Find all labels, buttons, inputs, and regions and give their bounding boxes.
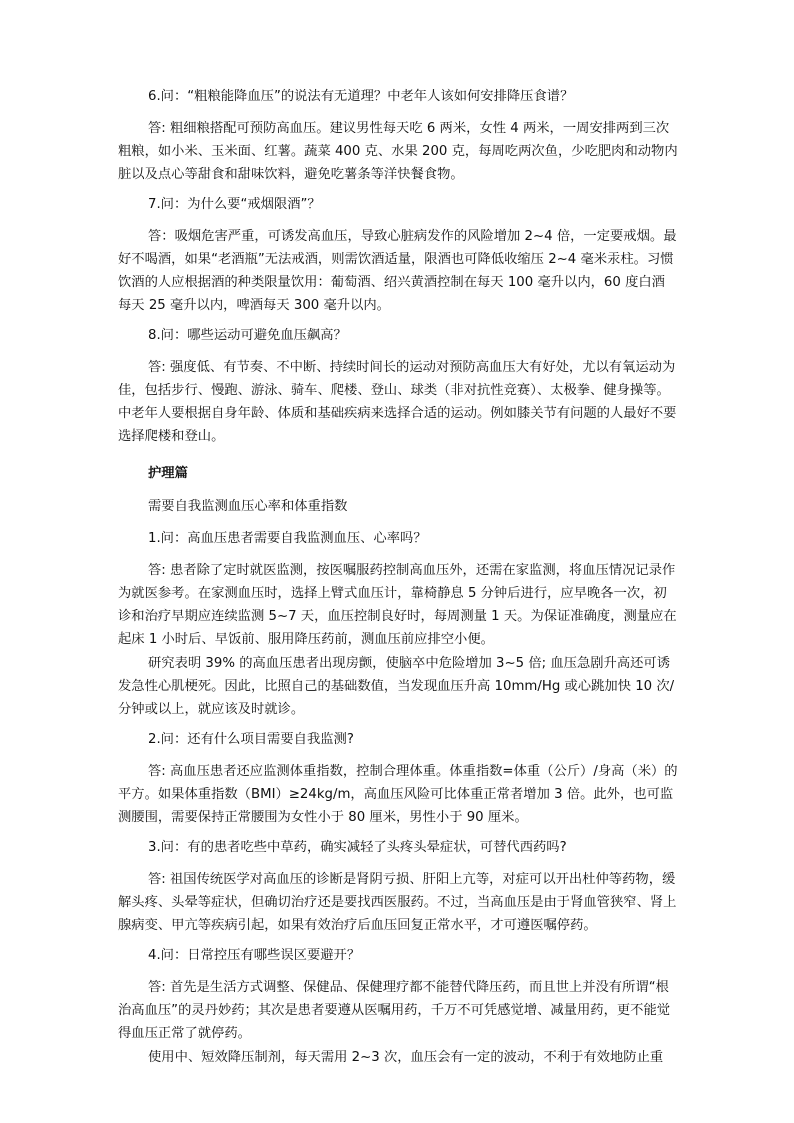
question-0: 6.问：“粗粮能降血压”的说法有无道理？中老年人该如何安排降压食谱？ [148, 89, 574, 104]
question-13: 3.问：有的患者吃些中草药，确实减轻了头疼头晕症状，可替代西药吗? [148, 840, 567, 855]
answer-paragraph-5: 答: 强度低、有节奏、不中断、持续时间长的运动对预防高血压大有好处，尤以有氧运动为佳，包括步行、慢跑、游泳、骑车、爬楼、登山、球类（非对抗性竞赛）、太极拳、健身操等。中老年人要根据自身年龄、体质和基础疾病来选择合适的运动。例如膝关节有问题的人最好不要选择爬楼和登山。 [118, 360, 677, 444]
answer-paragraph-17: 使用中、短效降压制剂，每天需用 2~3 次，血压会有一定的波动，不利于有效地防止重 [148, 1050, 664, 1065]
answer-paragraph-9: 答: 患者除了定时就医监测，按医嘱服药控制高血压外，还需在家监测，将血压情况记录作为就医参考。在家测血压时，选择上臂式血压计，靠椅静息 5 分钟后进行，应早晚各一次，初诊和治疗早期应连续监测 5~7 天，血压控制良好时，每周测量 1 天。为保证准确度，测量应在起床 1 小时后、早饭前、服用降压药前，测血压前应排空小便。 [118, 563, 677, 647]
question-8: 1.问：高血压患者需要自我监测血压、心率吗？ [148, 531, 427, 546]
answer-paragraph-1: 答: 粗细粮搭配可预防高血压。建议男性每天吃 6 两米，女性 4 两米，一周安排两到三次粗粮，如小米、玉米面、红薯。蔬菜 400 克、水果 200 克，每周吃两次鱼，少吃肥肉和动物内脏以及点心等甜食和甜味饮料，避免吃薯条等洋快餐食物。 [118, 121, 678, 182]
section-subtitle-7: 需要自我监测血压心率和体重指数 [148, 499, 348, 514]
question-11: 2.问：还有什么项目需要自我监测? [148, 732, 354, 747]
section-heading-6: 护理篇 [148, 466, 188, 481]
answer-paragraph-12: 答: 高血压患者还应监测体重指数，控制合理体重。体重指数=体重（公斤）/身高（米）的平方。如果体重指数（BMI）≥24kg/m，高血压风险可比体重正常者增加 3 倍。此外，也可监测腰围，需要保持正常腰围为女性小于 80 厘米，男性小于 90 厘米。 [118, 764, 678, 825]
document-body [118, 78, 678, 1070]
question-4: 8.问：哪些运动可避免血压飙高？ [148, 328, 347, 343]
answer-paragraph-16: 答: 首先是生活方式调整、保健品、保健理疗都不能替代降压药，而且世上并没有所谓“根治高血压”的灵丹妙药；其次是患者要遵从医嘱用药，千万不可凭感觉增、减量用药，更不能觉得血压正常了就停药。 [118, 980, 671, 1041]
answer-paragraph-14: 答: 祖国传统医学对高血压的诊断是肾阴亏损、肝阳上亢等，对症可以开出杜仲等药物，缓解头疼、头晕等症状，但确切治疗还是要找西医服药。不过，当高血压是由于肾血管狭窄、肾上腺病变、甲亢等疾病引起，如果有效治疗后血压回复正常水平，才可遵医嘱停药。 [118, 872, 677, 933]
question-2: 7.问：为什么要“戒烟限酒”？ [148, 197, 321, 212]
answer-paragraph-3: 答：吸烟危害严重，可诱发高血压，导致心脏病发作的风险增加 2~4 倍，一定要戒烟。最好不喝酒，如果“老酒瓶”无法戒酒，则需饮酒适量，限酒也可降低收缩压 2~4 毫米汞柱。习惯饮酒的人应根据酒的种类限量饮用：葡萄酒、绍兴黄酒控制在每天 100 毫升以内，60 度白酒每天 25 毫升以内，啤酒每天 300 毫升以内。 [118, 229, 677, 313]
answer-paragraph-10: 研究表明 39% 的高血压患者出现房颤，使脑卒中危险增加 3~5 倍; 血压急剧升高还可诱发急性心肌梗死。因此，比照自己的基础数值，当发现血压升高 10mm/Hg 或心跳加快 10 次/分钟或以上，就应该及时就诊。 [118, 656, 675, 717]
question-15: 4.问：日常控压有哪些误区要避开？ [148, 948, 361, 963]
